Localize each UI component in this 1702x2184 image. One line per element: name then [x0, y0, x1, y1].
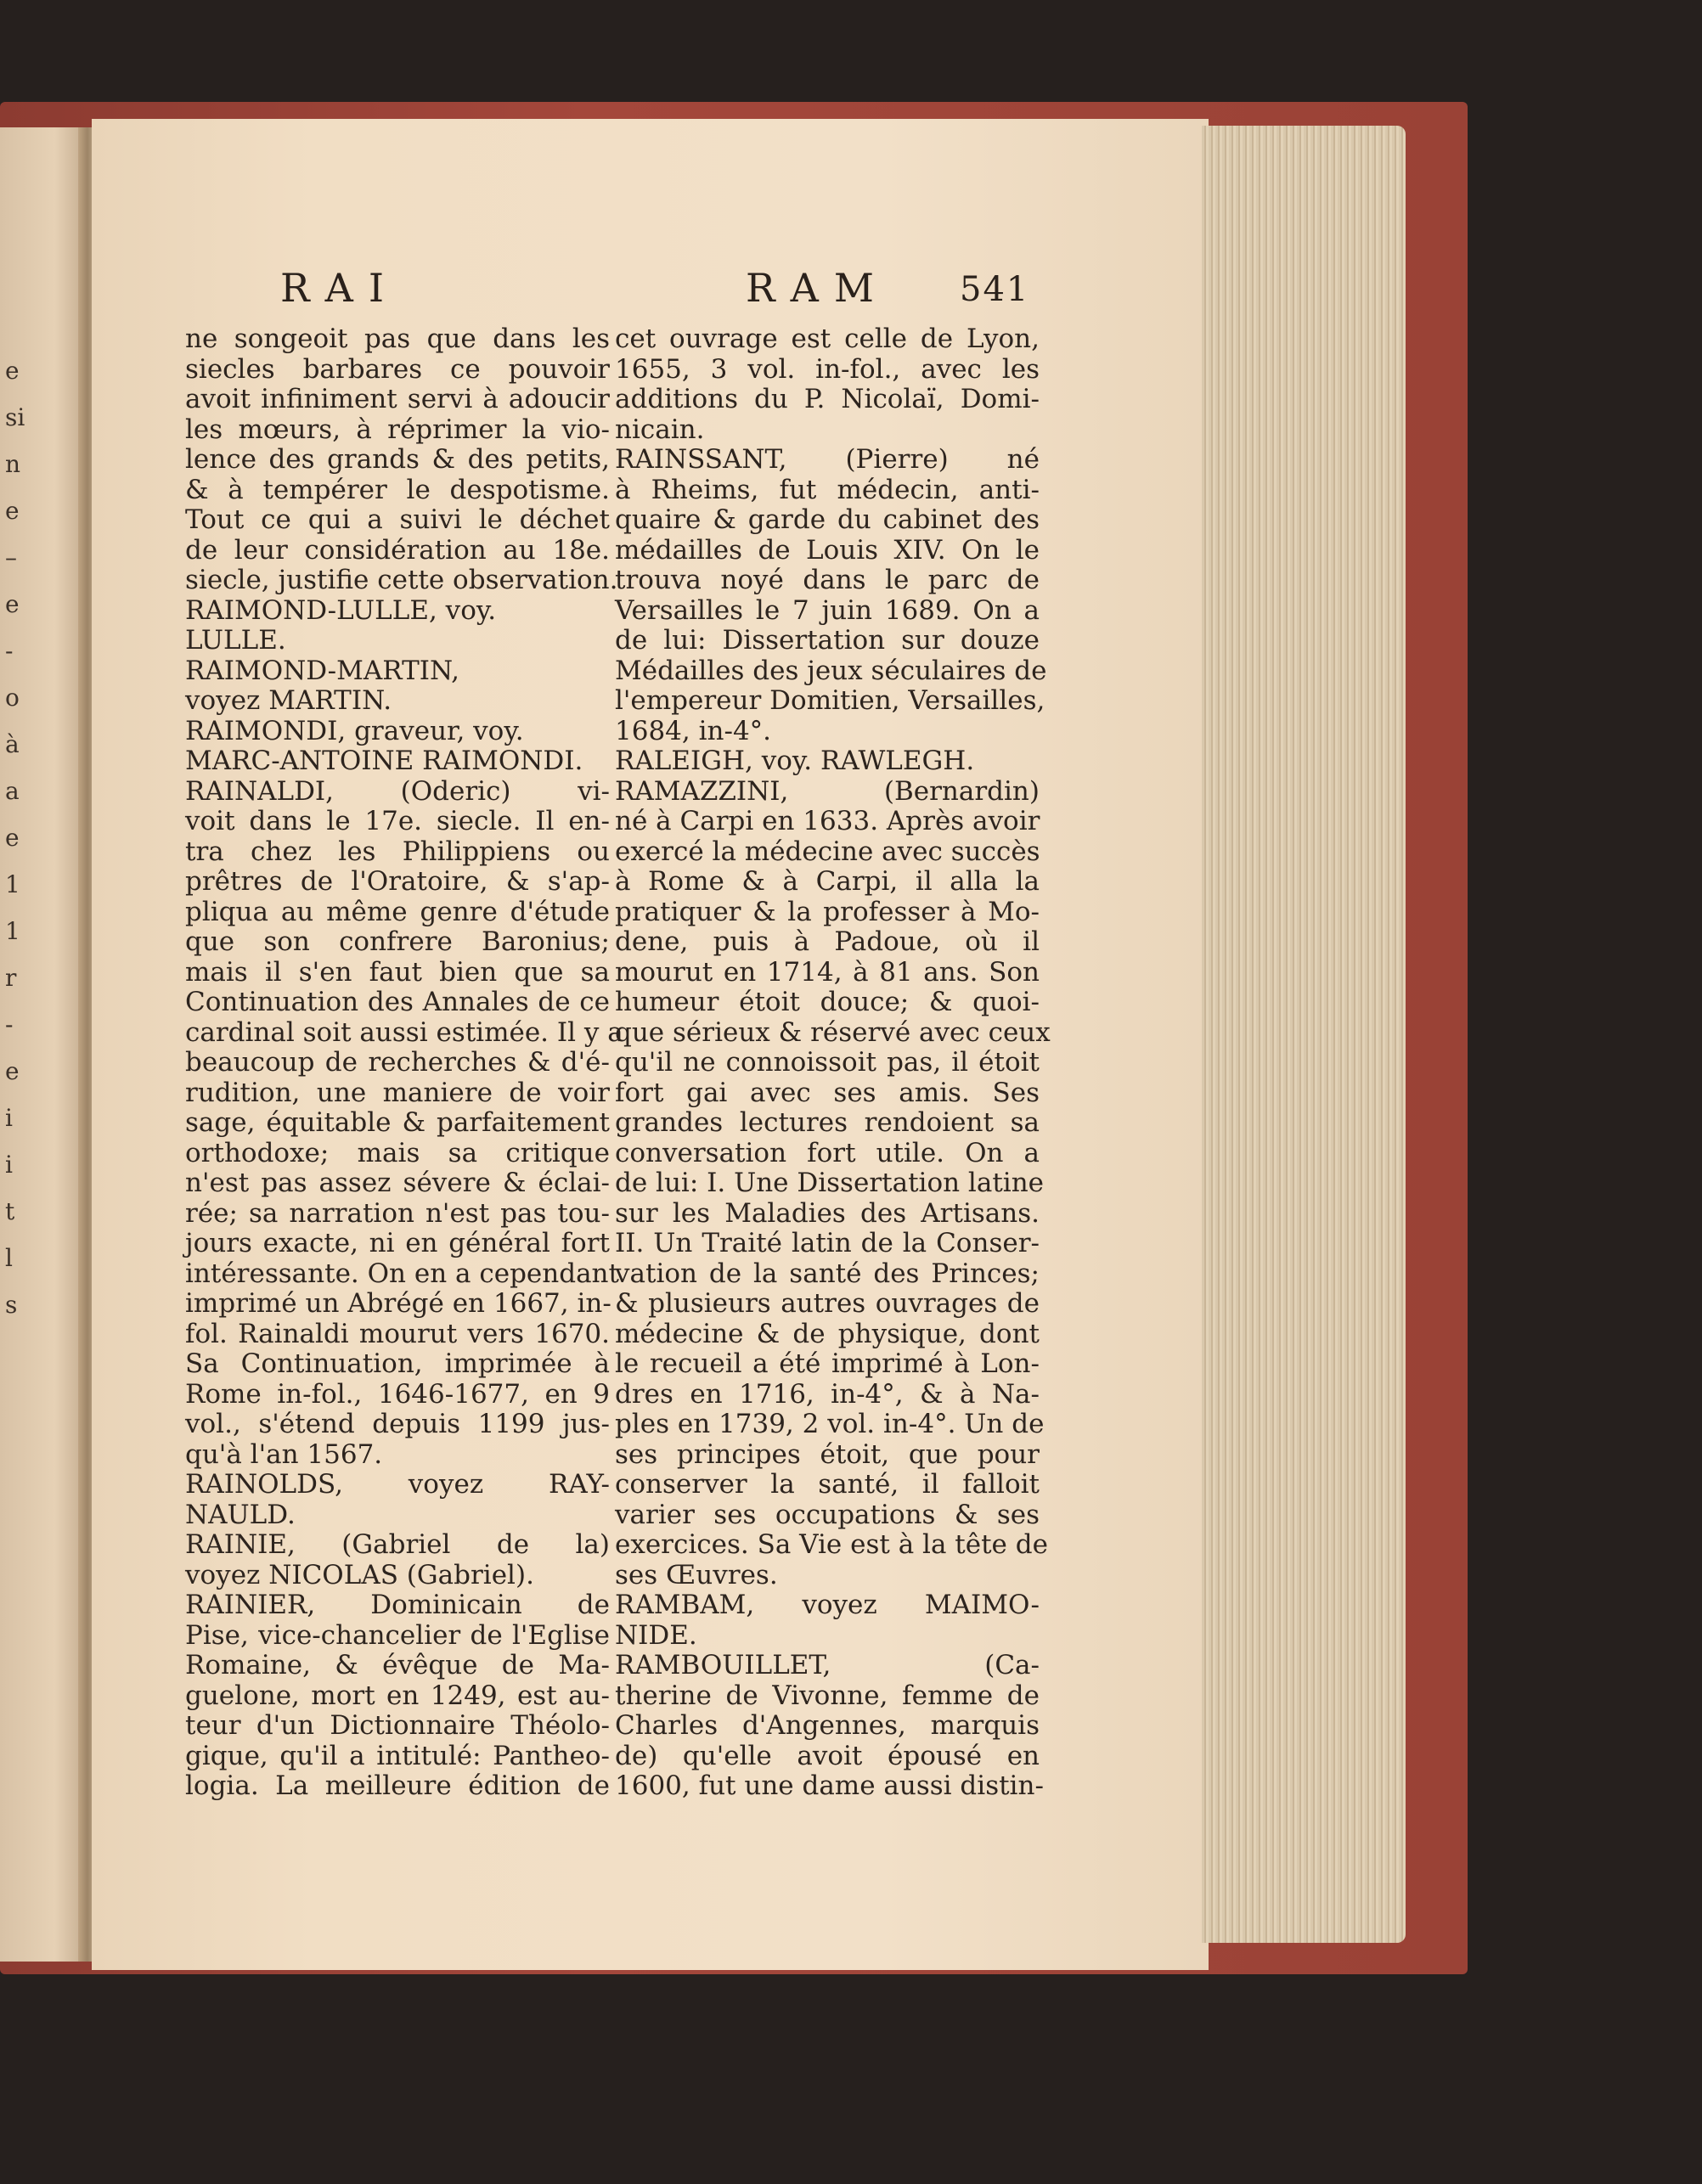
text-column-left	[185, 324, 623, 1802]
text-line: Versailles le 7 juin 1689. On a	[615, 594, 1040, 626]
text-line: quaire & garde du cabinet des	[615, 504, 1040, 535]
text-line: NIDE.	[615, 1619, 697, 1651]
text-line: beaucoup de recherches & d'é-	[185, 1047, 610, 1078]
text-line: RAMBAM, voyez MAIMO-	[615, 1590, 1040, 1620]
text-line: imprimé un Abrégé en 1667, in-	[185, 1288, 611, 1319]
text-line: qu'il ne connoissoit pas, il étoit	[615, 1047, 1040, 1078]
text-line: fol. Rainaldi mourut vers 1670.	[185, 1318, 610, 1349]
text-line: sur les Maladies des Artisans.	[615, 1197, 1040, 1229]
text-line: mourut en 1714, à 81 ans. Son	[615, 956, 1040, 988]
text-line: conversation fort utile. On a	[615, 1137, 1040, 1168]
text-line: LULLE.	[185, 625, 286, 656]
text-line: voyez MARTIN.	[185, 685, 392, 716]
text-line: RAIMOND-LULLE, voy.	[185, 594, 497, 626]
text-line: mais il s'en faut bien que sa	[185, 956, 610, 988]
text-line: additions du P. Nicolaï, Domi-	[615, 384, 1040, 414]
text-line: que son confrere Baronius;	[185, 926, 610, 957]
text-line: Sa Continuation, imprimée à	[185, 1348, 610, 1379]
left-page-fragment: n	[5, 450, 21, 478]
text-line: fort gai avec ses amis. Ses	[615, 1077, 1040, 1108]
left-page-edge	[0, 127, 78, 1962]
text-line: voyez NICOLAS (Gabriel).	[185, 1559, 534, 1590]
left-page-fragment: r	[5, 964, 17, 992]
text-line: cet ouvrage est celle de Lyon,	[615, 324, 1040, 354]
text-line: Charles d'Angennes, marquis	[615, 1710, 1040, 1741]
text-line: Tout ce qui a suivi le déchet	[185, 504, 610, 535]
text-line: humeur étoit douce; & quoi-	[615, 987, 1040, 1017]
text-line: de lui: I. Une Dissertation latine	[615, 1168, 1045, 1198]
left-page-fragment: e	[5, 824, 20, 852]
text-line: logia. La meilleure édition de	[185, 1770, 610, 1801]
text-line: rudition, une maniere de voir	[185, 1077, 610, 1108]
text-line: cardinal soit aussi estimée. Il y a	[185, 1016, 623, 1048]
text-line: RALEIGH, voy. RAWLEGH.	[615, 746, 975, 776]
text-line: sage, équitable & parfaitement	[185, 1107, 610, 1138]
text-line: ples en 1739, 2 vol. in-4°. Un de	[615, 1409, 1045, 1439]
text-line: n'est pas assez sévere & éclai-	[185, 1168, 610, 1198]
text-line: RAMBOUILLET, (Ca-	[615, 1650, 1040, 1680]
text-line: MARC-ANTOINE RAIMONDI.	[185, 746, 583, 776]
text-line: Médailles des jeux séculaires de	[615, 655, 1047, 686]
text-line: médecine & de physique, dont	[615, 1318, 1040, 1349]
text-line: 1600, fut une dame aussi distin-	[615, 1770, 1044, 1801]
text-line: siecle, justifie cette observation.	[185, 565, 618, 595]
text-line: jours exacte, ni en général fort	[185, 1228, 610, 1258]
text-line: varier ses occupations & ses	[615, 1499, 1040, 1530]
left-page-fragment: 1	[5, 870, 20, 898]
text-line: teur d'un Dictionnaire Théolo-	[185, 1710, 610, 1741]
text-line: avoit infiniment servi à adoucir	[185, 384, 610, 414]
text-line: 1684, in-4°.	[615, 715, 772, 746]
text-line: le recueil a été imprimé à Lon-	[615, 1348, 1040, 1379]
text-line: que sérieux & réservé avec ceux	[615, 1016, 1051, 1048]
left-page-fragment: -	[5, 637, 14, 665]
text-line: Rome in-fol., 1646-1677, en 9	[185, 1378, 610, 1410]
page-number: 541	[960, 270, 1030, 309]
text-column-right	[615, 324, 1051, 1802]
text-line: tra chez les Philippiens ou	[185, 836, 610, 867]
page-edges	[1202, 126, 1406, 1943]
text-line: à Rome & à Carpi, il alla la	[615, 866, 1040, 897]
text-line: RAINALDI, (Oderic) vi-	[185, 775, 610, 807]
running-head-right: RAM	[746, 265, 889, 311]
text-line: pratiquer & la professer à Mo-	[615, 896, 1040, 927]
left-page-fragment: a	[5, 777, 20, 805]
left-page-fragment: –	[5, 543, 17, 571]
text-line: Continuation des Annales de ce	[185, 987, 610, 1017]
text-line: therine de Vivonne, femme de	[615, 1680, 1040, 1711]
left-page-fragment: e	[5, 1057, 20, 1085]
text-line: nicain.	[615, 414, 705, 445]
left-page-fragment: à	[5, 730, 20, 758]
text-line: grandes lectures rendoient sa	[615, 1107, 1040, 1138]
text-line: & plusieurs autres ouvrages de	[615, 1288, 1040, 1319]
text-line: Romaine, & évêque de Ma-	[185, 1650, 610, 1680]
text-line: de) qu'elle avoit épousé en	[615, 1740, 1040, 1771]
text-line: RAINIER, Dominicain de	[185, 1590, 610, 1620]
running-head-left: RAI	[280, 265, 400, 311]
text-line: RAINOLDS, voyez RAY-	[185, 1469, 610, 1500]
text-line: NAULD.	[185, 1499, 296, 1530]
text-line: rée; sa narration n'est pas tou-	[185, 1197, 610, 1229]
text-line: 1655, 3 vol. in-fol., avec les	[615, 353, 1040, 385]
text-line: dene, puis à Padoue, où il	[615, 926, 1040, 957]
left-page-fragment: e	[5, 497, 20, 525]
text-line: RAIMONDI, graveur, voy.	[185, 715, 524, 746]
text-line: qu'à l'an 1567.	[185, 1438, 383, 1470]
text-line: les mœurs, à réprimer la vio-	[185, 414, 610, 445]
left-page-fragment: -	[5, 1010, 14, 1039]
text-line: Pise, vice-chancelier de l'Eglise	[185, 1619, 610, 1651]
text-line: né à Carpi en 1633. Après avoir	[615, 806, 1040, 836]
text-line: lence des grands & des petits,	[185, 444, 610, 475]
text-line: RAINIE, (Gabriel de la)	[185, 1529, 610, 1560]
left-page-fragment: 1	[5, 917, 20, 945]
left-page-fragment: i	[5, 1104, 13, 1132]
text-line: ses Œuvres.	[615, 1559, 778, 1590]
text-line: II. Un Traité latin de la Conser-	[615, 1228, 1040, 1258]
text-line: conserver la santé, il falloit	[615, 1469, 1040, 1500]
text-line: vation de la santé des Princes;	[615, 1258, 1040, 1289]
text-line: trouva noyé dans le parc de	[615, 565, 1040, 595]
left-page-fragment: s	[5, 1291, 18, 1319]
text-line: guelone, mort en 1249, est au-	[185, 1680, 610, 1711]
text-line: dres en 1716, in-4°, & à Na-	[615, 1378, 1040, 1410]
text-line: RAMAZZINI, (Bernardin)	[615, 775, 1040, 807]
text-line: siecles barbares ce pouvoir	[185, 353, 610, 385]
left-page-fragment: i	[5, 1151, 13, 1179]
left-page-fragment: l	[5, 1244, 13, 1272]
text-line: exercé la médecine avec succès	[615, 836, 1040, 867]
left-page-fragment: si	[5, 403, 25, 431]
left-page-fragment: t	[5, 1197, 15, 1225]
text-line: gique, qu'il a intitulé: Pantheo-	[185, 1740, 610, 1771]
text-line: orthodoxe; mais sa critique	[185, 1137, 610, 1168]
text-line: exercices. Sa Vie est à la tête de	[615, 1529, 1048, 1560]
text-line: à Rheims, fut médecin, anti-	[615, 474, 1040, 505]
text-line: de lui: Dissertation sur douze	[615, 625, 1040, 656]
left-page-fragment: e	[5, 357, 20, 385]
text-line: pliqua au même genre d'étude	[185, 896, 610, 927]
text-line: voit dans le 17e. siecle. Il en-	[185, 806, 610, 836]
text-line: l'empereur Domitien, Versailles,	[615, 685, 1045, 716]
text-line: de leur considération au 18e.	[185, 534, 610, 566]
text-line: prêtres de l'Oratoire, & s'ap-	[185, 866, 610, 897]
text-line: RAIMOND-MARTIN,	[185, 655, 460, 686]
text-line: vol., s'étend depuis 1199 jus-	[185, 1409, 610, 1439]
text-line: ne songeoit pas que dans les	[185, 324, 610, 354]
left-page-fragment: o	[5, 684, 20, 712]
left-page-fragment: e	[5, 590, 20, 618]
text-line: & à tempérer le despotisme.	[185, 474, 610, 505]
text-line: RAINSSANT, (Pierre) né	[615, 444, 1040, 475]
text-line: médailles de Louis XIV. On le	[615, 534, 1040, 566]
text-line: ses principes étoit, que pour	[615, 1438, 1040, 1470]
text-line: intéressante. On en a cependant	[185, 1258, 619, 1289]
